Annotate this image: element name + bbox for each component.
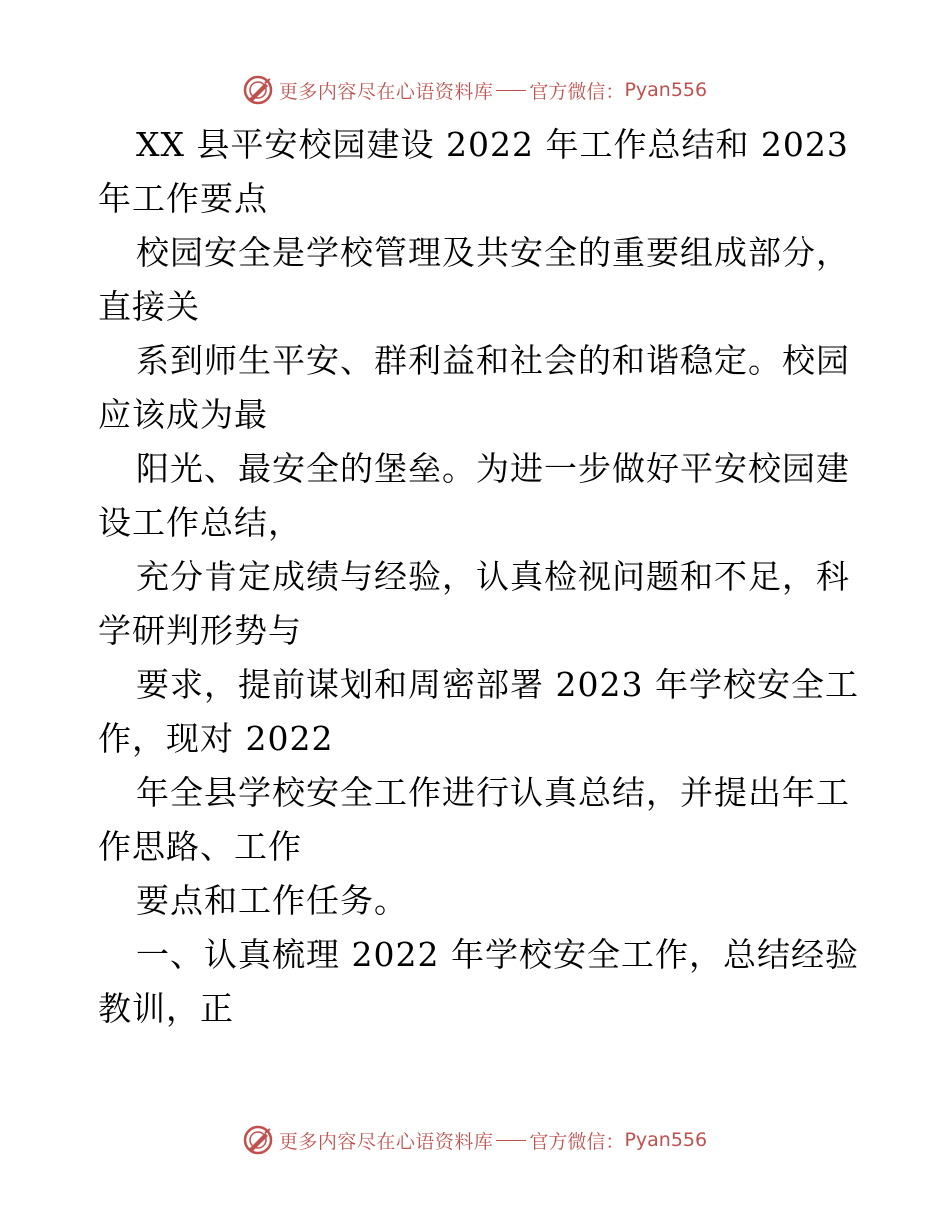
banner-dash [496, 1140, 526, 1141]
text-line: 阳光、最安全的堡垒。为进一步做好平安校园建 [136, 449, 850, 488]
banner-wechat-label: 官方微信： [529, 80, 625, 103]
banner-wechat-label: 官方微信： [529, 1130, 625, 1153]
text-line: 年工作要点 [98, 179, 268, 218]
text-line: 直接关 [98, 287, 200, 326]
quill-logo-icon [243, 1125, 273, 1155]
banner-dash [496, 90, 526, 91]
text-line: 应该成为最 [98, 395, 268, 434]
text-line: 一、认真梳理 2022 年学校安全工作，总结经验 [136, 935, 859, 974]
text-line: 作思路、工作 [98, 827, 302, 866]
banner-wechat-id: Pyan556 [624, 1129, 708, 1151]
footer-banner [0, 1120, 950, 1160]
text-line: XX 县平安校园建设 2022 年工作总结和 2023 [136, 125, 849, 164]
document-body [98, 118, 858, 1036]
text-line: 要求，提前谋划和周密部署 2023 年学校安全工 [136, 665, 859, 704]
banner-wechat-id: Pyan556 [624, 79, 708, 101]
text-line: 校园安全是学校管理及共安全的重要组成部分， [136, 233, 850, 272]
header-banner [0, 70, 950, 110]
banner-text: 更多内容尽在心语资料库 [278, 80, 494, 103]
text-line: 要点和工作任务。 [136, 881, 408, 920]
text-line: 学研判形势与 [98, 611, 302, 650]
quill-logo-icon [243, 75, 273, 105]
banner-text: 更多内容尽在心语资料库 [278, 1130, 494, 1153]
text-line: 教训，正 [98, 989, 234, 1028]
text-line: 充分肯定成绩与经验，认真检视问题和不足，科 [136, 557, 850, 596]
text-line: 作，现对 2022 [98, 719, 334, 758]
text-line: 系到师生平安、群利益和社会的和谐稳定。校园 [136, 341, 850, 380]
text-line: 年全县学校安全工作进行认真总结，并提出年工 [136, 773, 850, 812]
text-line: 设工作总结， [98, 503, 302, 542]
